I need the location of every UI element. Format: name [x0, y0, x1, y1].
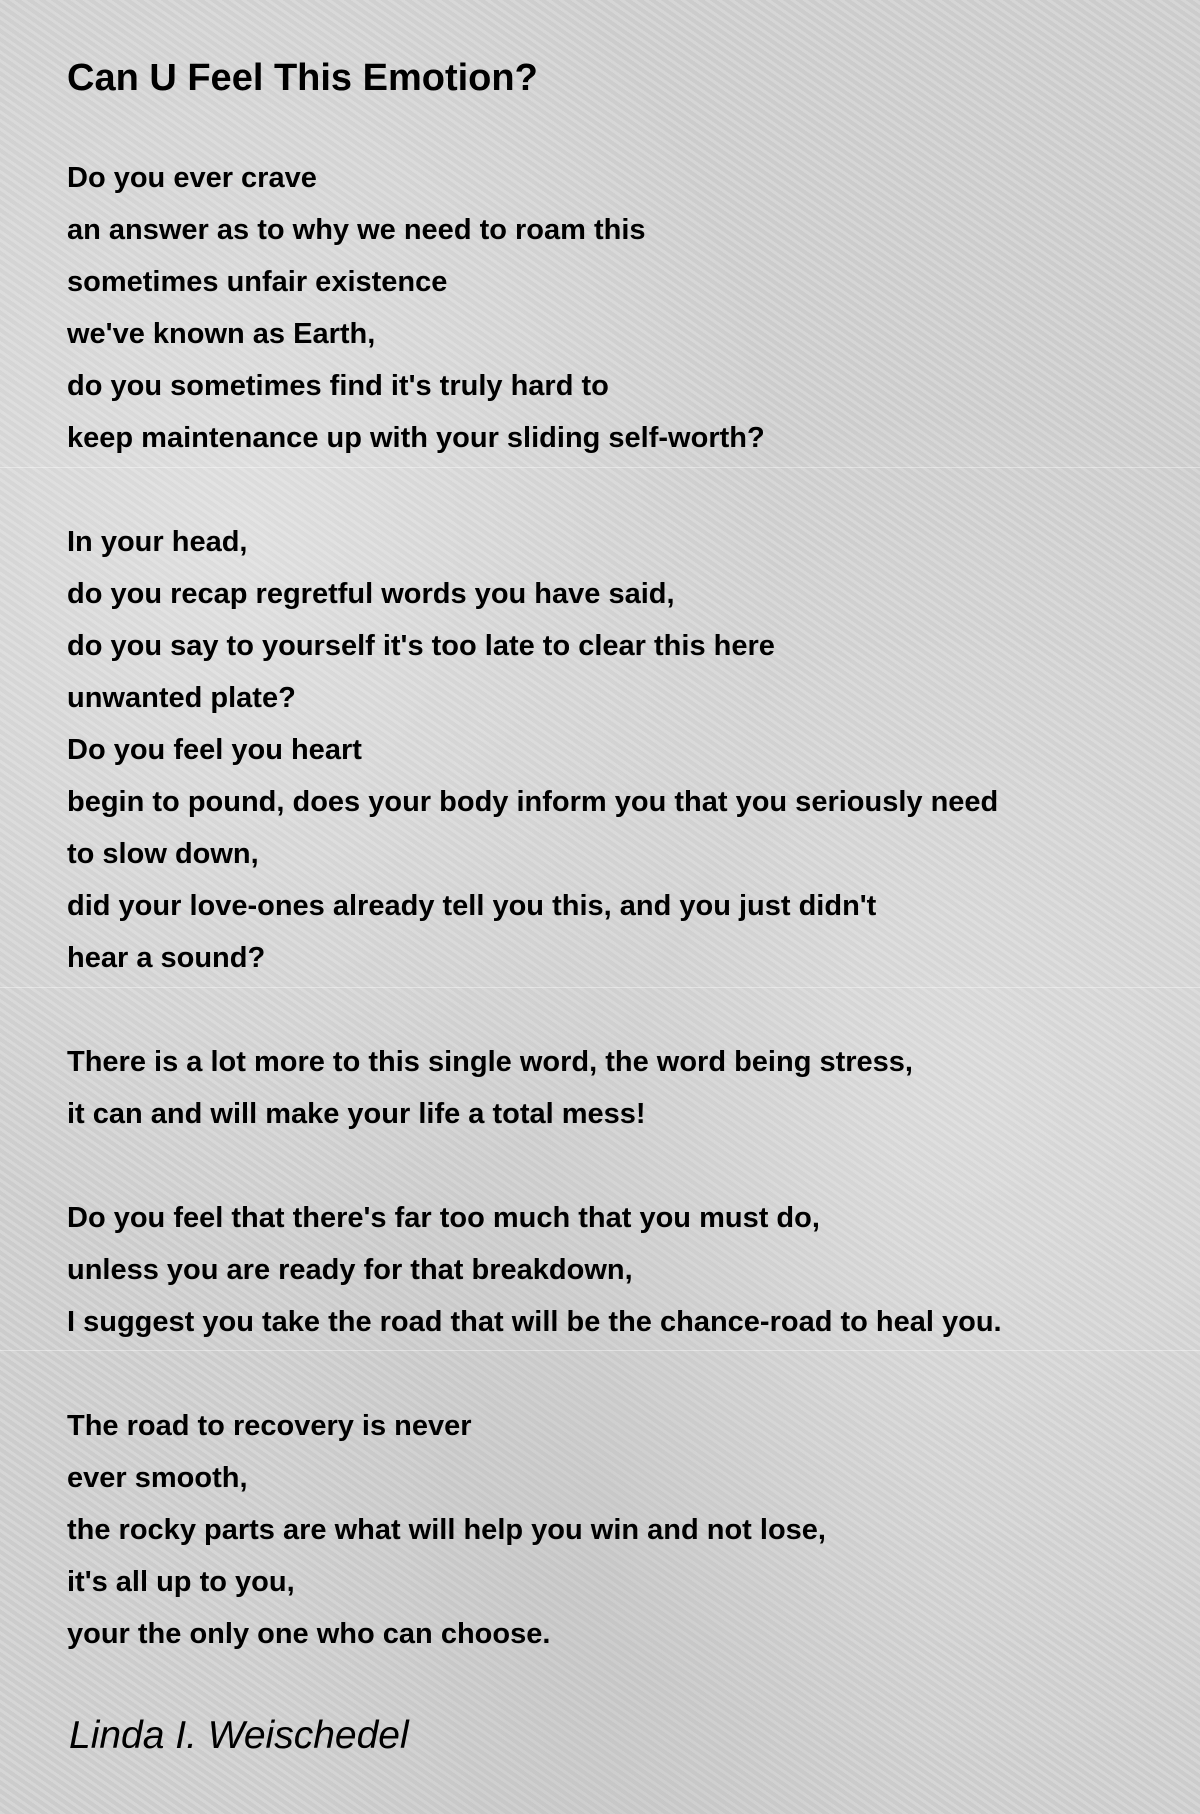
poem-line: hear a sound? [67, 942, 266, 974]
poem-line: Do you feel that there's far too much that you must do, [67, 1202, 820, 1234]
poem-line: did your love-ones already tell you this, and you just didn't [67, 890, 877, 922]
poem-line: unwanted plate? [67, 682, 296, 714]
poem-line: your the only one who can choose. [67, 1618, 551, 1650]
poem-line: it can and will make your life a total mess! [67, 1098, 646, 1130]
poem-line: unless you are ready for that breakdown, [67, 1254, 633, 1286]
poem-line: the rocky parts are what will help you win and not lose, [67, 1514, 826, 1546]
poem-title: Can U Feel This Emotion? [67, 57, 538, 99]
stanza-break [67, 984, 1002, 1036]
poem-line: keep maintenance up with your sliding self-worth? [67, 422, 765, 454]
poem-author: Linda I. Weischedel [69, 1714, 409, 1757]
poem-body [67, 152, 1002, 1660]
poem-line: begin to pound, does your body inform you that you seriously need [67, 786, 999, 818]
poem-line: ever smooth, [67, 1462, 248, 1494]
poem-line: sometimes unfair existence [67, 266, 448, 298]
poem-line: Do you ever crave [67, 162, 317, 194]
poem-line: it's all up to you, [67, 1566, 295, 1598]
poem-line: do you say to yourself it's too late to clear this here [67, 630, 775, 662]
stanza-break [67, 1348, 1002, 1400]
poem-line: do you recap regretful words you have said, [67, 578, 675, 610]
poem-line: There is a lot more to this single word, the word being stress, [67, 1046, 913, 1078]
poem-line: Do you feel you heart [67, 734, 362, 766]
stanza-break [67, 1140, 1002, 1192]
poem-line: do you sometimes find it's truly hard to [67, 370, 609, 402]
poem-line: In your head, [67, 526, 248, 558]
poem-line: I suggest you take the road that will be the chance-road to heal you. [67, 1306, 1002, 1338]
poem-line: to slow down, [67, 838, 259, 870]
poem-line: we've known as Earth, [67, 318, 376, 350]
poem-line: The road to recovery is never [67, 1410, 472, 1442]
poem-line: an answer as to why we need to roam this [67, 214, 646, 246]
stanza-break [67, 464, 1002, 516]
